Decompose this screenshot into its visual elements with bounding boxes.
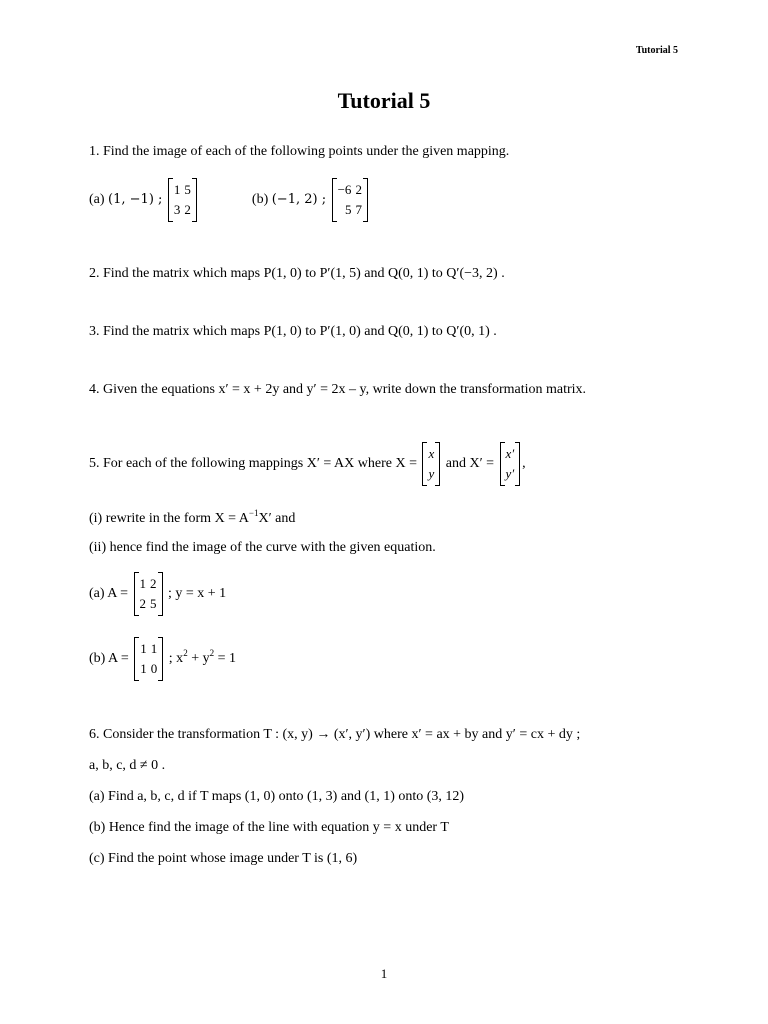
- q5a-label: (a) A =: [89, 586, 128, 602]
- question-6-part-a: (a) Find a, b, c, d if T maps (1, 0) onto (1, 3) and (1, 1) onto (3, 12): [89, 789, 465, 804]
- page-number: 1: [380, 966, 388, 981]
- q1b-label: (b): [251, 192, 269, 208]
- question-2-text: 2. Find the matrix which maps P(1, 0) to P′(1, 5) and Q(0, 1) to Q′(−3, 2) .: [89, 266, 505, 281]
- matrix-entry: 1: [150, 641, 158, 656]
- matrix-entry: 1: [173, 182, 181, 197]
- question-4-text: 4. Given the equations x′ = x + 2y and y′ = 2x – y, write down the transformation matrix.: [89, 382, 587, 397]
- matrix-entry: −6: [337, 182, 352, 197]
- vector-entry: y: [428, 466, 435, 481]
- q5-and-text: and X′ =: [445, 456, 495, 472]
- q5b-eq-x: ; x: [168, 651, 184, 667]
- question-6-line-1: 6. Consider the transformation T : (x, y) → (x′, y′) where x′ = ax + by and y′ = cx + dy ;: [89, 727, 581, 742]
- running-header: Tutorial 5: [635, 45, 678, 56]
- q1a-point: (1, −1) ;: [108, 192, 163, 208]
- q5-xprime-vector: [500, 442, 521, 486]
- q1b-point: (−1, 2) ;: [271, 192, 327, 208]
- inverse-exponent: −1: [248, 508, 259, 518]
- matrix-entry: 1: [139, 576, 146, 591]
- q5b-matrix: [134, 637, 163, 681]
- matrix-entry: 0: [150, 661, 158, 676]
- matrix-entry: 5: [344, 202, 352, 217]
- question-3-text: 3. Find the matrix which maps P(1, 0) to P′(1, 0) and Q(0, 1) to Q′(0, 1) .: [89, 324, 497, 339]
- matrix-entry: 2: [139, 596, 146, 611]
- q5-i-tail: X′ and: [258, 511, 296, 526]
- question-5-part-ii: (ii) hence find the image of the curve with the given equation.: [89, 540, 436, 555]
- question-5-lead: [89, 442, 526, 486]
- page-title: Tutorial 5: [337, 88, 431, 113]
- q1b-matrix: [332, 178, 368, 222]
- matrix-entry: 2: [150, 576, 157, 591]
- q5a-matrix: [134, 572, 163, 616]
- question-6-part-b: (b) Hence find the image of the line with equation y = x under T: [89, 820, 449, 835]
- question-5-part-b: [89, 637, 236, 681]
- q1a-matrix: [168, 178, 197, 222]
- question-1-text: 1. Find the image of each of the following points under the given mapping.: [89, 144, 510, 159]
- q5-comma: ,: [522, 456, 526, 472]
- matrix-entry: 1: [140, 661, 147, 676]
- question-5-part-i: [89, 510, 295, 528]
- vector-entry: x′: [505, 446, 515, 461]
- vector-entry: x: [428, 446, 435, 461]
- matrix-entry: 3: [173, 202, 181, 217]
- q5b-eq-y: + y: [187, 651, 210, 667]
- matrix-entry: 2: [184, 202, 191, 217]
- matrix-entry: 7: [355, 202, 362, 217]
- matrix-entry: 5: [184, 182, 191, 197]
- question-5-part-a: [89, 572, 226, 616]
- matrix-entry: 1: [140, 641, 147, 656]
- exponent: 2: [209, 648, 215, 659]
- q5b-label: (b) A =: [89, 651, 129, 667]
- q5-i-text: (i) rewrite in the form X = A: [89, 511, 249, 526]
- question-6-part-c: (c) Find the point whose image under T is (1, 6): [89, 851, 358, 866]
- vector-entry: y′: [505, 466, 515, 481]
- q1a-label: (a): [89, 192, 105, 208]
- matrix-entry: 5: [150, 596, 157, 611]
- q5b-eq-end: = 1: [214, 651, 236, 667]
- q5-lead-text: 5. For each of the following mappings X′ = AX where X =: [89, 456, 417, 472]
- q5a-equation: ; y = x + 1: [168, 586, 227, 602]
- question-6-line-2: a, b, c, d ≠ 0 .: [89, 758, 166, 773]
- matrix-entry: 2: [355, 182, 362, 197]
- q5-x-vector: [422, 442, 440, 486]
- question-1-parts: [89, 178, 370, 222]
- exponent: 2: [183, 648, 188, 659]
